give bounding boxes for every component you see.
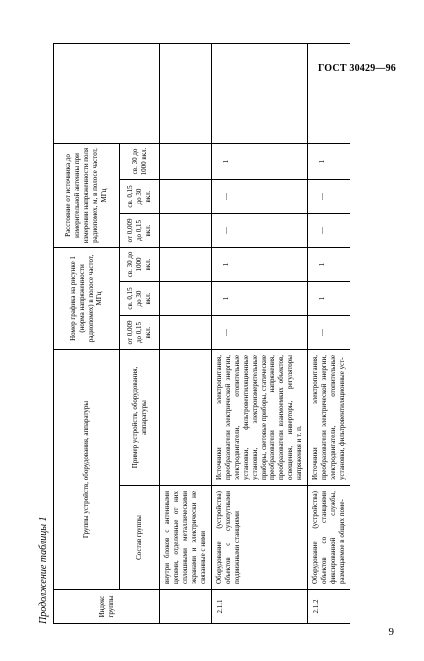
- graph-range-3: св. 30 до 1000 вкл.: [120, 247, 160, 281]
- row-index: [160, 590, 212, 624]
- row-composition: Оборудование (устройства) объектов со станциями фиксированной службы, размещаемое в общих поме-: [308, 486, 350, 590]
- distance-range-2: св. 0,15 до 30 вкл.: [120, 179, 160, 213]
- row-graph-3: 1: [211, 247, 308, 281]
- distance-range-3: св. 30 до 1000 вкл.: [120, 143, 160, 179]
- row-graph-2: 1: [308, 281, 350, 315]
- row-graph-2: 1: [211, 281, 308, 315]
- row-unused: [211, 43, 308, 143]
- row-graph-3: [160, 247, 212, 281]
- table-row: [211, 43, 308, 623]
- standard-number: ГОСТ 30429—96: [317, 63, 396, 74]
- row-distance-3: [160, 143, 212, 179]
- rotated-table-page: [38, 44, 376, 624]
- row-unused: [308, 43, 350, 143]
- graph-range-2: св. 0,15 до 30 вкл.: [120, 281, 160, 315]
- row-example: Источники электропитания, преобразователи электрической энергии, электродвигатели, отопительные установки, фильтровентиляционные уст-: [308, 349, 350, 485]
- page-number: 9: [388, 626, 394, 638]
- row-composition: внутри блоков с антенными цепями, отделенные от них сплошными металлическими экранами и электрически не связанные с ними: [160, 486, 212, 590]
- graph-header: Номер графика на рисунке 1 (норма напряженности радиопомех) в полосе частот, МГц: [54, 247, 120, 349]
- table-caption: Продолжение таблицы 1: [38, 516, 49, 624]
- example-header: Пример устройств, оборудования, аппаратуры: [120, 349, 160, 485]
- distance-range-1: от 0,009 до 0,15 вкл.: [120, 213, 160, 247]
- row-example: [160, 349, 212, 485]
- row-distance-1: —: [211, 213, 308, 247]
- table-row: [308, 43, 350, 623]
- row-composition: Оборудование (устройства) объектов с сухопутными подвижными станциями: [211, 486, 308, 590]
- distance-header: Расстояние от источника до измерительной антенны при измерении напряженности поля радиопомех, м, в полосе частот, МГц: [54, 143, 120, 247]
- row-graph-1: —: [308, 315, 350, 349]
- unused-column: [54, 43, 160, 143]
- row-graph-1: [160, 315, 212, 349]
- row-distance-2: [160, 179, 212, 213]
- table-1-continuation: [53, 43, 350, 624]
- row-unused: [160, 43, 212, 143]
- row-graph-3: 1: [308, 247, 350, 281]
- row-distance-2: —: [308, 179, 350, 213]
- row-graph-2: [160, 281, 212, 315]
- row-example: Источники электропитания, преобразователи электрической энергии, электродвигатели, отопительные установки, фильтровентиляционные установки, электроизмерительные приборы, световые приборы, статические преобразователи напряжения, преобразователи взаимоемких объектов, освещения, инверторы, регуляторы напряжения и т. п.: [211, 349, 308, 485]
- row-index: 2.1.2: [308, 590, 350, 624]
- row-distance-1: —: [308, 213, 350, 247]
- row-distance-1: [160, 213, 212, 247]
- table-row: [160, 43, 212, 623]
- row-graph-1: —: [211, 315, 308, 349]
- row-distance-3: 1: [211, 143, 308, 179]
- row-distance-3: 1: [308, 143, 350, 179]
- row-distance-2: —: [211, 179, 308, 213]
- index-header: Индекс группы: [54, 590, 160, 624]
- group-header: Группы устройств, оборудования, аппаратуры: [54, 349, 120, 589]
- row-index: 2.1.1: [211, 590, 308, 624]
- graph-range-1: от 0,009 до 0,15 вкл.: [120, 315, 160, 349]
- composition-header: Состав группы: [120, 486, 160, 590]
